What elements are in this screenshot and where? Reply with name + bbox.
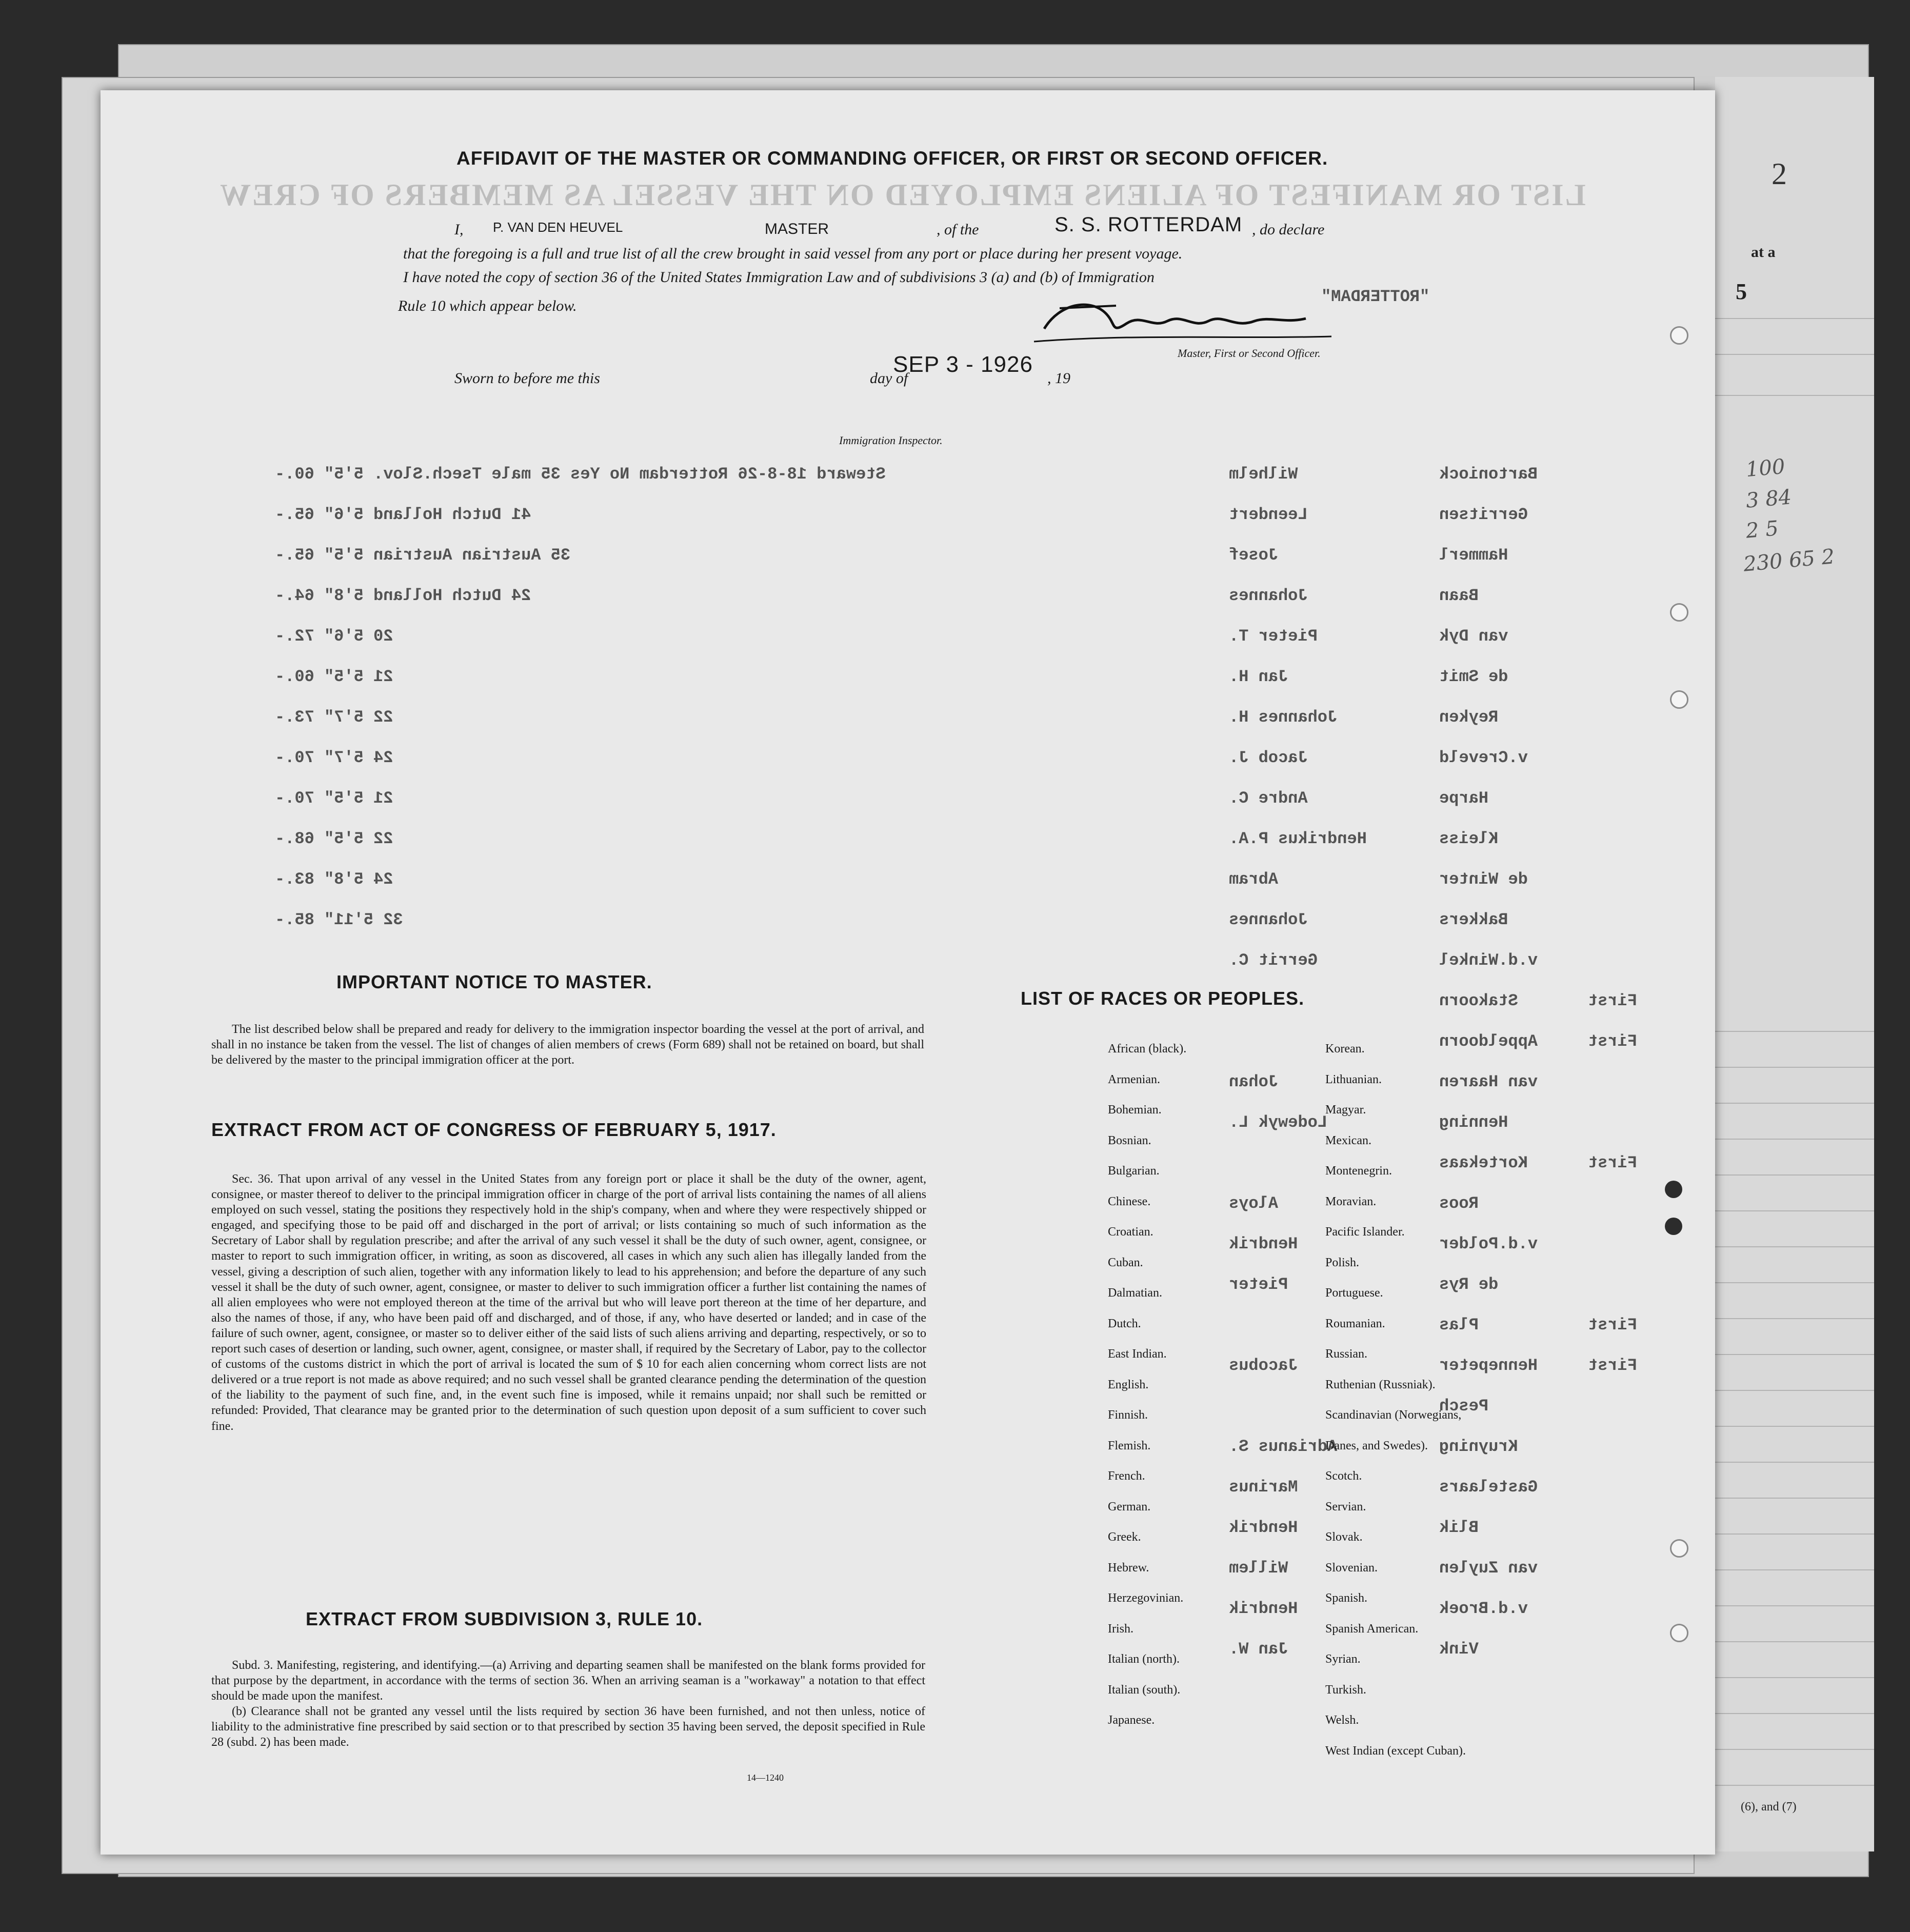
bleedthrough-details: 20 5'6" 72.- (275, 627, 393, 646)
handwritten-note: 2 5 (1745, 516, 1780, 543)
race-item: Russian. (1325, 1347, 1368, 1361)
race-item: Korean. (1325, 1042, 1365, 1055)
race-item: Servian. (1325, 1500, 1366, 1513)
punch-hole (1670, 690, 1688, 709)
bleedthrough-vessel: "ROTTERDAM" (1321, 287, 1430, 306)
sworn-before: Sworn to before me this (454, 370, 600, 387)
race-item: Croatian. (1108, 1225, 1153, 1239)
bleedthrough-given-name: Wilhelm (1229, 465, 1298, 484)
punch-hole (1665, 1181, 1682, 1198)
bleedthrough-first-mark: First (1588, 1356, 1638, 1375)
race-item: Italian (south). (1108, 1683, 1181, 1697)
bleedthrough-given-name: Hendrikus P.A. (1229, 829, 1367, 848)
race-item: Irish. (1108, 1622, 1133, 1636)
bleedthrough-given-name: Hendrik (1229, 1599, 1298, 1618)
bleedthrough-surname: van Dyk (1439, 627, 1508, 646)
of-the: , of the (937, 221, 979, 238)
bleedthrough-first-mark: First (1588, 1316, 1638, 1335)
bleedthrough-details: 35 Austrian Austrian 5'5" 65.- (275, 546, 571, 565)
race-item: Dutch. (1108, 1317, 1141, 1330)
race-item: German. (1108, 1500, 1151, 1513)
bleedthrough-surname: Gastelaars (1439, 1478, 1538, 1497)
race-item: Armenian. (1108, 1072, 1160, 1086)
bleedthrough-surname: v.Creveld (1439, 748, 1528, 767)
bleedthrough-given-name: Jan H. (1229, 667, 1288, 686)
race-item: Slovak. (1325, 1530, 1363, 1544)
bleedthrough-given-name: Gerrit C. (1229, 951, 1318, 970)
bleedthrough-given-name: Willem (1229, 1559, 1288, 1578)
bleedthrough-details: 24 Dutch Holland 5'8" 64.- (275, 586, 531, 605)
bleedthrough-surname: Blik (1439, 1518, 1479, 1537)
bleedthrough-given-name: Leendert (1229, 505, 1308, 524)
adjacent-page-strip (1715, 77, 1874, 1851)
race-item: Ruthenian (Russniak). (1325, 1378, 1436, 1391)
punch-hole (1670, 326, 1688, 345)
race-item: Italian (north). (1108, 1652, 1180, 1666)
bleedthrough-given-name: Andre C. (1229, 789, 1308, 808)
bleedthrough-given-name: Marinus (1229, 1478, 1298, 1497)
race-item: Syrian. (1325, 1652, 1361, 1666)
race-item: Hebrew. (1108, 1561, 1149, 1575)
race-item: Finnish. (1108, 1408, 1148, 1422)
bleedthrough-given-name: Hendrik (1229, 1518, 1298, 1537)
race-item: Welsh. (1325, 1714, 1359, 1727)
bleedthrough-given-name: Abram (1229, 870, 1279, 889)
affidavit-page (101, 90, 1715, 1855)
day-of: day of (870, 370, 908, 387)
date-stamp: SEP 3 - 1926 (893, 352, 1033, 377)
affidavit-line-2: that the foregoing is a full and true list of all the crew brought in said vessel from any port or place during her present voyage. (403, 245, 1183, 262)
bleedthrough-surname: Baan (1439, 586, 1479, 605)
race-item: Flemish. (1108, 1439, 1151, 1452)
bleedthrough-given-name: Jan W. (1229, 1640, 1288, 1659)
bleedthrough-details: 22 5'5" 68.- (275, 829, 393, 848)
bleedthrough-surname: Henning (1439, 1113, 1508, 1132)
bleedthrough-given-name: Adrianus S. (1229, 1437, 1338, 1456)
races-column-1 (1108, 1034, 1186, 1736)
year-prefix: , 19 (1047, 370, 1070, 387)
bleedthrough-first-mark: First (1588, 991, 1638, 1010)
notice-text: The list described below shall be prepared and ready for delivery to the immigration inspector boarding the vessel at the port of arrival, and shall in no instance be taken from the vessel. The list of changes of alien members of crews (Form 689) shall not be retained on board, but shall be delivered by the master to the principal immigration officer at the port. (211, 1023, 924, 1067)
punch-hole (1665, 1218, 1682, 1235)
affidavit-line-4: Rule 10 which appear below. (398, 297, 577, 314)
race-item: Polish. (1325, 1256, 1360, 1269)
bleedthrough-surname: Pesch (1439, 1397, 1489, 1416)
race-item: Dalmatian. (1108, 1286, 1162, 1300)
rule-text: Subd. 3. Manifesting, registering, and identifying.—(a) Arriving and departing seamen shall be manifested on the blank forms provided for that purpose by the department, in accordance with the terms of section 36. When an arriving seaman is a "workaway" a notation to that effect should be made upon the manifest. (b) Clearance shall not be granted any vessel until the lists required by section 36 have been furnished, and not then unless, notice of liability to the administrative fine prescribed by said section or to that prescribed by section 35 having been served, the deposit specified in Rule 28 (subd. 2) has been made. (211, 1659, 925, 1749)
handwritten-note: 230 65 2 (1742, 545, 1836, 576)
bleedthrough-details: 22 5'7" 73.- (275, 708, 393, 727)
bleedthrough-details: 24 5'8" 83.- (275, 870, 393, 889)
bleedthrough-given-name: Josef (1229, 546, 1279, 565)
bleedthrough-details: 32 5'11" 85.- (275, 910, 403, 929)
strip-five: 5 (1736, 279, 1747, 304)
race-item: Scandinavian (Norwegians, (1325, 1408, 1462, 1422)
bleedthrough-surname: de Rys (1439, 1275, 1499, 1294)
bleedthrough-details: 21 5'5" 60.- (275, 667, 393, 686)
bleedthrough-given-name: Jacobus (1229, 1356, 1298, 1375)
races-column-2 (1325, 1034, 1466, 1766)
race-item: Magyar. (1325, 1103, 1366, 1117)
bleedthrough-surname: Bartoniock (1439, 465, 1538, 484)
bleedthrough-given-name: Aloys (1229, 1194, 1279, 1213)
race-item: Mexican. (1325, 1133, 1371, 1147)
bleedthrough-first-mark: First (1588, 1153, 1638, 1172)
bleedthrough-surname: Reyken (1439, 708, 1499, 727)
race-item: Turkish. (1325, 1683, 1366, 1697)
race-item: Spanish American. (1325, 1622, 1419, 1636)
punch-hole (1670, 1624, 1688, 1642)
race-item: French. (1108, 1469, 1145, 1483)
punch-hole (1670, 603, 1688, 622)
bleedthrough-given-name: Johannes H. (1229, 708, 1338, 727)
bleedthrough-given-name: Johan (1229, 1072, 1279, 1091)
race-item: Slovenian. (1325, 1561, 1378, 1575)
bleedthrough-surname: van Haaren (1439, 1072, 1538, 1091)
race-item: Bulgarian. (1108, 1164, 1160, 1178)
bleedthrough-surname: v.d.Winkel (1439, 951, 1538, 970)
race-item: Greek. (1108, 1530, 1141, 1544)
bleedthrough-first-mark: First (1588, 1032, 1638, 1051)
master-name: P. VAN DEN HEUVEL (493, 220, 623, 235)
bleedthrough-details: 41 Dutch Holland 5'6" 65.- (275, 505, 531, 524)
bleedthrough-surname: Roos (1439, 1194, 1479, 1213)
act-title: EXTRACT FROM ACT OF CONGRESS OF FEBRUARY 5, 1917. (211, 1119, 777, 1140)
bleedthrough-surname: Kruyning (1439, 1437, 1518, 1456)
race-item: East Indian. (1108, 1347, 1167, 1361)
bleedthrough-surname: de Smit (1439, 667, 1508, 686)
bleedthrough-given-name: Pieter T. (1229, 627, 1318, 646)
bleedthrough-given-name: Johannes (1229, 910, 1308, 929)
inspector-caption: Immigration Inspector. (839, 434, 943, 447)
bleedthrough-surname: van Zuylen (1439, 1559, 1538, 1578)
do-declare: , do declare (1252, 221, 1325, 238)
race-item: Bosnian. (1108, 1133, 1151, 1147)
strip-at-a: at a (1751, 244, 1776, 261)
race-item: Pacific Islander. (1325, 1225, 1405, 1239)
race-item: Moravian. (1325, 1194, 1377, 1208)
act-text: Sec. 36. That upon arrival of any vessel in the United States from any foreign port or place it shall be the duty of the owner, agent, consignee, or master thereof to deliver to the principal immigration officer in charge of the port of arrival lists containing the names of all aliens employed on such vessel, stating the positions they respectively hold in the ship's company, when and where they were respectively shipped or engaged, and specifying those to be paid off and discharged in the port of arrival; or lists containing so much of such information as the Secretary of Labor shall by regulation prescribe; and after the arrival of any such vessel it shall be the duty of such owner, agent, consignee, or master to report to such immigration officer, in writing, as soon as discovered, all cases in which any such alien has illegally landed from the vessel, giving a description of such alien, together with any information likely to lead to his apprehension; and before the departure of any such vessel it shall be the duty of such owner, agent, consignee, or master to deliver to such immigration officer a further list containing the names of all alien employees who were not employed thereon at the time of the arrival but who will leave port thereon at the time of her departure, and also the names of those, if any, who have been paid off and discharged, and of those, if any, who have deserted or landed; and in case of the failure of such owner, agent, consignee, or master so to deliver either of the said lists of such aliens arriving and departing, respectively, or so to report such cases of desertion or landing, such owner, agent, consignee, or master shall, if required by the Secretary of Labor, pay to the collector of customs of the customs district in which the port of arrival is located the sum of $ 10 for each alien concerning whom correct lists are not delivered or a true report is not made as above required; and no such vessel shall be granted clearance pending the determination of the question of the liability to the payment of such fine, and, in the event such fine is imposed, while it remains unpaid; nor shall such be remitted or refunded: Provided, That clearance may be granted prior to the determination of such question upon deposit of a sum sufficient to cover such fine. (211, 1172, 926, 1433)
bleedthrough-details: 24 5'7" 70.- (275, 748, 393, 767)
bleedthrough-surname: Stakoorn (1439, 991, 1518, 1010)
bleedthrough-surname: Hammerl (1439, 546, 1508, 565)
race-item: Herzegovinian. (1108, 1591, 1184, 1605)
master-rank: MASTER (765, 221, 829, 237)
strip-bottom-text: (6), and (7) (1741, 1800, 1797, 1814)
race-item: Montenegrin. (1325, 1164, 1392, 1178)
form-number: 14—1240 (747, 1772, 784, 1783)
bleedthrough-given-name: Hendrik (1229, 1234, 1298, 1253)
bleedthrough-surname: Kleiss (1439, 829, 1499, 848)
race-item: Cuban. (1108, 1256, 1143, 1269)
bleedthrough-surname: Hennepeter (1439, 1356, 1538, 1375)
vessel-name: S. S. ROTTERDAM (1055, 213, 1243, 236)
affidavit-title: AFFIDAVIT OF THE MASTER OR COMMANDING OFFICER, OR FIRST OR SECOND OFFICER. (456, 148, 1328, 169)
strip-page-number: 2 (1772, 157, 1787, 191)
race-item: English. (1108, 1378, 1149, 1391)
notice-title: IMPORTANT NOTICE TO MASTER. (336, 971, 652, 992)
bleedthrough-surname: de Winter (1439, 870, 1528, 889)
master-signature (1029, 293, 1337, 349)
race-item: Bohemian. (1108, 1103, 1162, 1117)
race-item: Japanese. (1108, 1714, 1155, 1727)
affidavit-i: I, (454, 221, 464, 238)
race-item: African (black). (1108, 1042, 1187, 1055)
punch-hole (1670, 1539, 1688, 1558)
race-item: Danes, and Swedes). (1325, 1439, 1428, 1452)
bleedthrough-surname: Appeldoorn (1439, 1032, 1538, 1051)
race-item: Roumanian. (1325, 1317, 1385, 1330)
handwritten-note: 100 (1745, 454, 1786, 482)
bleedthrough-given-name: Johannes (1229, 586, 1308, 605)
race-item: Scotch. (1325, 1469, 1362, 1483)
bleedthrough-surname: Harpe (1439, 789, 1489, 808)
handwritten-note: 3 84 (1745, 485, 1793, 513)
bleedthrough-surname: Vink (1439, 1640, 1479, 1659)
bleedthrough-header: LIST OR MANIFEST OF ALIENS EMPLOYED ON THE VESSEL AS MEMBERS OF CREW (218, 178, 1586, 212)
bleedthrough-given-name: Jacob J. (1229, 748, 1308, 767)
race-item: Chinese. (1108, 1194, 1151, 1208)
races-title: LIST OF RACES OR PEOPLES. (1021, 988, 1305, 1009)
race-item: Lithuanian. (1325, 1072, 1382, 1086)
bleedthrough-surname: Kortekaas (1439, 1153, 1528, 1172)
race-item: Spanish. (1325, 1591, 1368, 1605)
bleedthrough-surname: v.d.Broek (1439, 1599, 1528, 1618)
bleedthrough-surname: v.d.Polder (1439, 1234, 1538, 1253)
bleedthrough-details: Steward 18-8-26 Rotterdam No Yes 35 male Tsech.Slov. 5'5" 60.- (275, 465, 886, 484)
affidavit-line-3: I have noted the copy of section 36 of the United States Immigration Law and of subdivisions 3 (a) and (b) of Immigration (403, 269, 1155, 286)
race-item: West Indian (except Cuban). (1325, 1744, 1466, 1758)
rule-title: EXTRACT FROM SUBDIVISION 3, RULE 10. (306, 1608, 703, 1629)
bleedthrough-given-name: Lodewyk L. (1229, 1113, 1328, 1132)
bleedthrough-surname: Gerritsen (1439, 505, 1528, 524)
bleedthrough-surname: Bakkers (1439, 910, 1508, 929)
bleedthrough-details: 21 5'5" 70.- (275, 789, 393, 808)
bleedthrough-surname: Plas (1439, 1316, 1479, 1335)
signer-caption: Master, First or Second Officer. (1178, 347, 1321, 360)
race-item: Portuguese. (1325, 1286, 1383, 1300)
bleedthrough-given-name: Pieter (1229, 1275, 1288, 1294)
